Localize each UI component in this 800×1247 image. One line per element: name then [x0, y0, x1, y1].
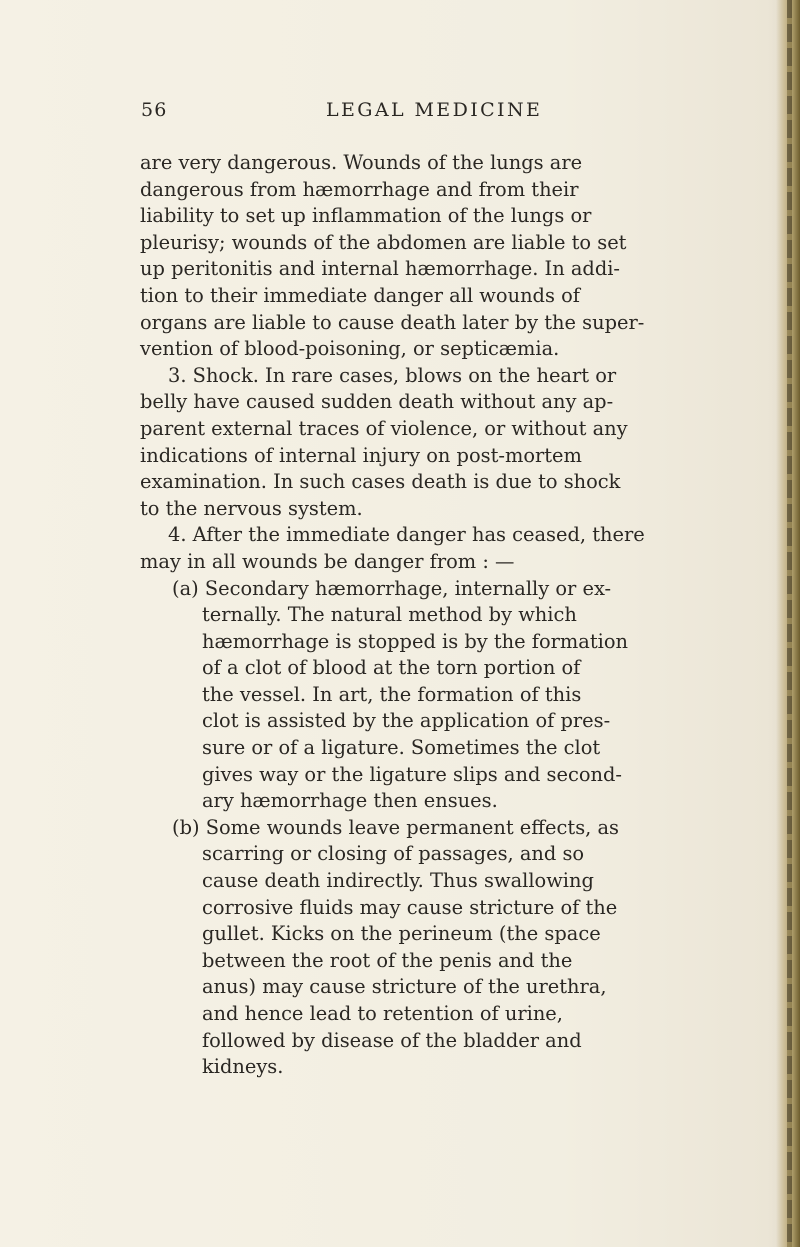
list-item-b-line: followed by disease of the bladder and: [202, 1028, 582, 1052]
text-line: belly have caused sudden death without any ap-: [140, 390, 614, 414]
list-item-a-line: ary hæmorrhage then ensues.: [202, 789, 498, 813]
list-item-a-line: clot is assisted by the application of pres-: [202, 709, 611, 733]
text-line: may in all wounds be danger from : —: [140, 549, 515, 573]
list-item-b-line: between the root of the penis and the: [202, 948, 573, 972]
text-line: organs are liable to cause death later by the super-: [140, 310, 645, 334]
text-line: parent external traces of violence, or without any: [140, 416, 628, 440]
text-line: vention of blood-poisoning, or septicæmia.: [140, 337, 560, 361]
list-item-b-line: gullet. Kicks on the perineum (the space: [202, 922, 601, 946]
text-line: dangerous from hæmorrhage and from their: [140, 177, 579, 201]
list-item-a-line: the vessel. In art, the formation of this: [202, 682, 582, 706]
page-header: [141, 99, 711, 129]
text-line: indications of internal injury on post-mortem: [140, 443, 582, 467]
shock-paragraph-first-line: 3. Shock. In rare cases, blows on the heart or: [168, 363, 617, 387]
list-item-a-line: hæmorrhage is stopped is by the formation: [202, 629, 629, 653]
text-line: pleurisy; wounds of the abdomen are liable to set: [140, 230, 627, 254]
list-item-b-line: cause death indirectly. Thus swallowing: [202, 869, 594, 893]
text-line: examination. In such cases death is due to shock: [140, 470, 621, 494]
text-line: to the nervous system.: [140, 496, 363, 520]
list-item-b-line: and hence lead to retention of urine,: [202, 1002, 563, 1025]
text-line: are very dangerous. Wounds of the lungs are: [140, 151, 583, 174]
page-number: 56: [141, 99, 168, 121]
list-item-a-line: of a clot of blood at the torn portion of: [202, 656, 581, 680]
list-item-a-line: gives way or the ligature slips and second-: [202, 762, 622, 786]
list-item-b-line: scarring or closing of passages, and so: [202, 842, 585, 866]
text-line: liability to set up inflammation of the lungs or: [140, 204, 592, 228]
list-item-b-line: kidneys.: [202, 1055, 284, 1079]
list-item-b-first-line: (b) Some wounds leave permanent effects, as: [172, 815, 619, 839]
body-text: [140, 150, 714, 1081]
list-item-b-line: anus) may cause stricture of the urethra,: [202, 975, 607, 999]
text-line: tion to their immediate danger all wounds of: [140, 283, 580, 307]
list-item-b-line: corrosive fluids may cause stricture of the: [202, 895, 618, 919]
binding-edge: [787, 0, 792, 1247]
list-item-a-line: ternally. The natural method by which: [202, 603, 577, 627]
running-title: LEGAL MEDICINE: [326, 99, 543, 121]
text-line: up peritonitis and internal hæmorrhage. In addi-: [140, 257, 620, 281]
danger-paragraph-first-line: 4. After the immediate danger has ceased, there: [168, 523, 645, 547]
list-item-a-first-line: (a) Secondary hæmorrhage, internally or ex-: [172, 576, 612, 600]
list-item-a-line: sure or of a ligature. Sometimes the clot: [202, 736, 601, 760]
